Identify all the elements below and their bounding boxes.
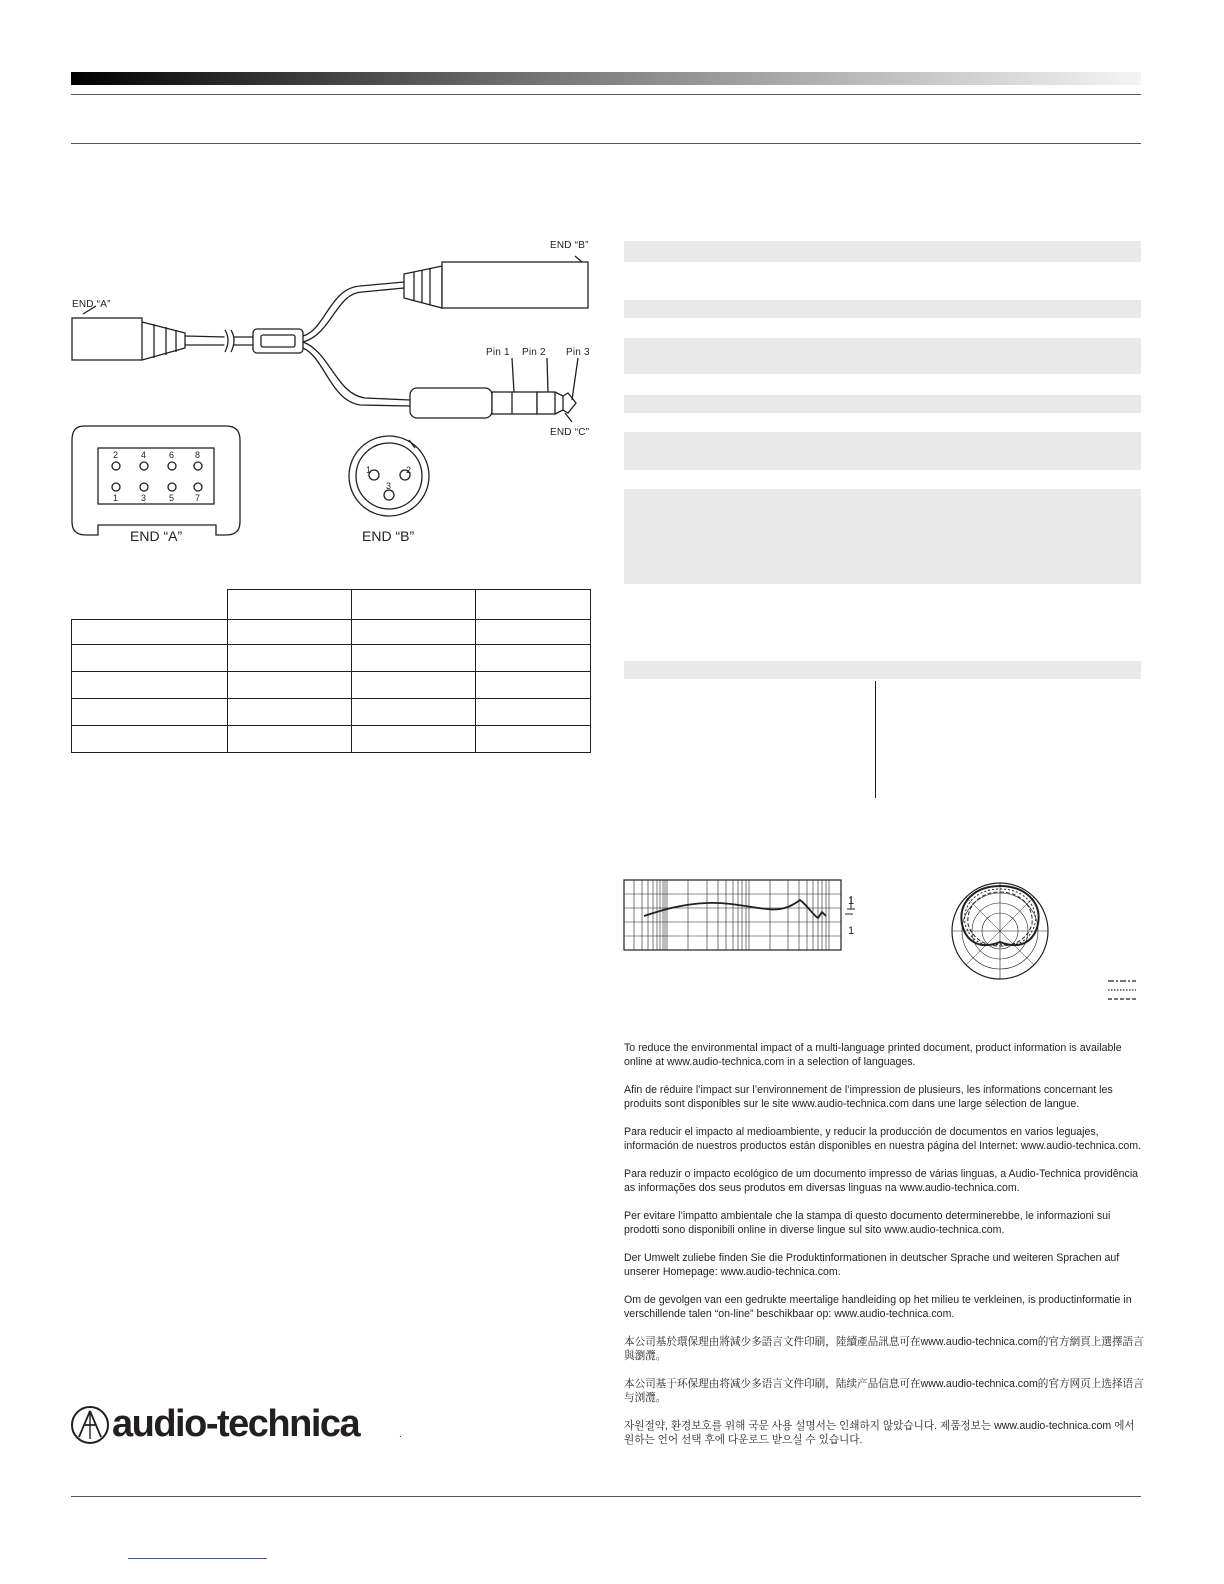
- table-row: [72, 699, 591, 726]
- spec-band: [624, 300, 1141, 318]
- note-portuguese: Para reduzir o impacto ecológico de um documento impresso de várias linguas, a Audio-Technica providência as informações dos seus produtos em diversas linguas na www.audio-technica.com.: [624, 1168, 1139, 1194]
- pin-3-label: Pin 3: [566, 347, 590, 358]
- end-a-pin-3: 3: [141, 493, 147, 503]
- end-b-label: END “B”: [550, 240, 589, 251]
- logo-wordmark: audio-technica: [112, 1403, 360, 1445]
- logo-registered-mark: .: [399, 1429, 402, 1440]
- polar-pattern-chart: [950, 880, 1050, 984]
- note-french: Afin de réduire l’impact sur l’environnement de l’impression de plusieurs, les informations concernant les produits sont disponibles sur le site www.audio-technica.com dans une large sélection de langue.: [624, 1084, 1113, 1110]
- header-gradient-bar: [71, 72, 1141, 85]
- header-rule: [71, 94, 1141, 95]
- spec-column-divider: [875, 681, 876, 798]
- table-header-row: [72, 590, 591, 620]
- response-mark-upper: 1: [848, 895, 855, 907]
- table-row: [72, 645, 591, 672]
- audio-technica-logo-icon: [70, 1405, 110, 1445]
- end-a-pin-7: 7: [195, 493, 201, 503]
- note-spanish: Para reducir el impacto al medioambiente, y reducir la producción de documentos en varios leguajes, información de nuestros productos están disponibles en nuestra página del Internet: www.audio-technica.com.: [624, 1126, 1142, 1152]
- end-b-pin-3: 3: [386, 481, 392, 491]
- frequency-response-chart: [622, 876, 872, 954]
- note-korean: 자원절약, 환경보호를 위해 국문 사용 설명서는 인쇄하지 않았습니다. 제품정보는 www.audio-technica.com 에서 원하는 언어 선택 후에 다운로드 받으실 수 있습니다.: [624, 1420, 1135, 1446]
- end-a-pin-6: 6: [169, 450, 175, 460]
- end-a-label: END “A”: [72, 299, 111, 310]
- response-mark-lower: 1: [848, 925, 855, 937]
- wiring-table: [71, 589, 591, 753]
- note-italian: Per evitare l’impatto ambientale che la stampa di questo documento determinerebbe, le informazioni sui prodotti sono disponibili online in diverse lingue sul sito www.audio-technica.com.: [624, 1210, 1111, 1236]
- note-dutch: Om de gevolgen van een gedrukte meertalige handleiding op het milieu te verkleinen, is productinformatie in verschillende talen “on-line” beschikbaar op: www.audio-technica.com.: [624, 1294, 1132, 1320]
- spec-band: [624, 432, 1141, 470]
- table-row: [72, 620, 591, 645]
- spec-band: [624, 241, 1141, 262]
- spec-band: [624, 661, 1141, 679]
- brand-logo: [70, 1405, 430, 1445]
- end-a-face-label: END “A”: [130, 528, 183, 544]
- note-chinese-simplified: 本公司基于环保理由将减少多语言文件印刷，陆续产品信息可在www.audio-technica.com的官方网页上选择语言与浏灠。: [624, 1378, 1144, 1404]
- end-a-pin-8: 8: [195, 450, 201, 460]
- end-a-pin-5: 5: [169, 493, 175, 503]
- cable-wiring-diagram: [60, 230, 600, 550]
- end-b-pin-2: 2: [406, 465, 412, 475]
- spec-band: [624, 338, 1141, 374]
- spec-band: [624, 395, 1141, 413]
- note-german: Der Umwelt zuliebe finden Sie die Produktinformationen in deutscher Sprache und weiteren Sprachen auf unserer Homepage: www.audio-technica.com.: [624, 1252, 1120, 1278]
- table-row: [72, 672, 591, 699]
- section-rule: [71, 143, 1141, 144]
- note-english: To reduce the environmental impact of a multi-language printed document, product information is available online at www.audio-technica.com in a selection of languages.: [624, 1042, 1122, 1068]
- end-a-pin-1: 1: [113, 493, 119, 503]
- end-a-pin-4: 4: [141, 450, 147, 460]
- table-row: [72, 726, 591, 753]
- footer-link-underline[interactable]: [128, 1558, 267, 1559]
- end-a-pin-2: 2: [113, 450, 119, 460]
- spec-band: [624, 489, 1141, 584]
- environmental-notes: [624, 1041, 1144, 1447]
- end-b-pin-1: 1: [366, 465, 372, 475]
- pin-2-label: Pin 2: [522, 347, 546, 358]
- polar-legend: [1106, 975, 1138, 1005]
- pin-1-label: Pin 1: [486, 347, 510, 358]
- note-chinese-traditional: 本公司基於環保理由將減少多語言文件印刷，陸續產品訊息可在www.audio-technica.com的官方網頁上選擇語言與瀏灠。: [624, 1336, 1144, 1362]
- end-c-label: END “C”: [550, 427, 590, 438]
- end-b-face-label: END “B”: [362, 528, 415, 544]
- footer-rule: [71, 1496, 1141, 1497]
